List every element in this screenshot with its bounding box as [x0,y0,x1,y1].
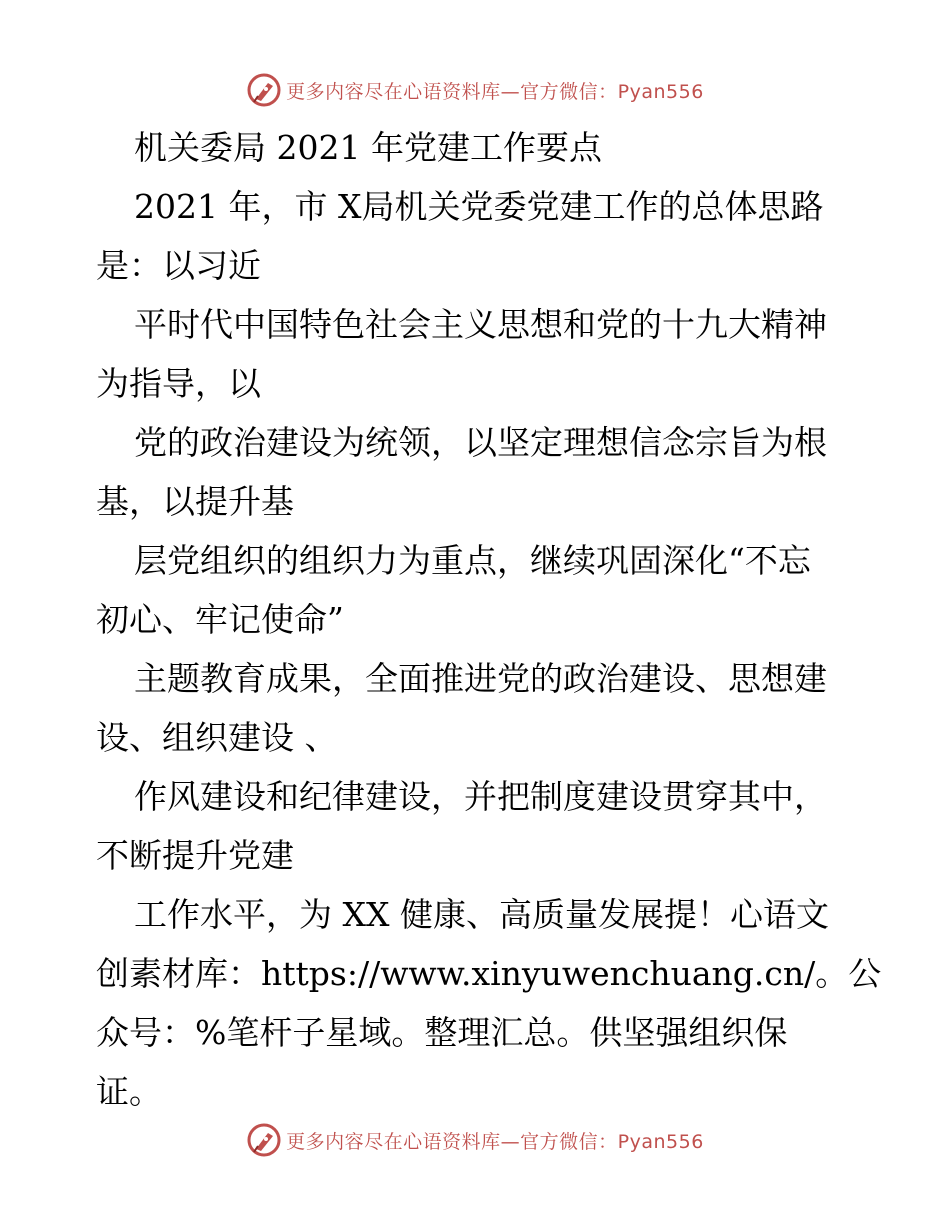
document-title: 机关委局 2021 年党建工作要点 [134,128,602,167]
watermark-text: 更多内容尽在心语资料库—官方微信：Pyan556 [286,1130,704,1153]
body-line: 党的政治建设为统领，以坚定理想信念宗旨为根 [134,423,827,462]
body-line: 平时代中国特色社会主义思想和党的十九大精神 [134,305,827,344]
body-line: 初心、牢记使命” [96,600,344,639]
pen-nib-circle-icon [246,1122,282,1158]
watermark-text: 更多内容尽在心语资料库—官方微信：Pyan556 [286,80,704,103]
body-line: 不断提升党建 [96,836,294,875]
footer-watermark [0,1120,950,1160]
body-line: 作风建设和纪律建设，并把制度建设贯穿其中， [134,777,827,816]
header-watermark [0,70,950,110]
body-line: 主题教育成果，全面推进党的政治建设、思想建 [134,659,827,698]
body-line: 2021 年，市 X局机关党委党建工作的总体思路 [134,187,824,226]
body-line: 证。 [96,1072,162,1111]
body-line: 是：以习近 [96,246,261,285]
body-line: 创素材库：https://www.xinyuwenchuang.cn/。公 [96,954,882,993]
body-line: 工作水平，为 XX 健康、高质量发展提！心语文 [134,895,829,934]
body-line: 层党组织的组织力为重点，继续巩固深化“不忘 [134,541,811,580]
body-line: 为指导，以 [96,364,261,403]
body-line: 设、组织建设 、 [96,718,338,757]
document-body [96,118,882,1121]
pen-nib-circle-icon [246,72,282,108]
body-line: 基，以提升基 [96,482,294,521]
body-line: 众号：%笔杆子星域。整理汇总。供坚强组织保 [96,1013,788,1052]
